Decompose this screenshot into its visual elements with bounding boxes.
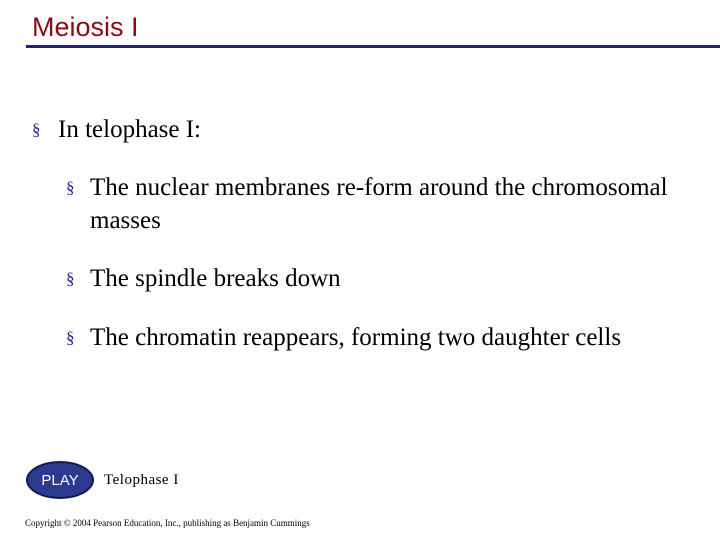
bullet-item (32, 113, 692, 146)
slide-title: Meiosis I (32, 12, 139, 42)
bullet-marker-icon: § (32, 120, 41, 139)
sub-bullet-item (66, 321, 696, 354)
sub-bullet-item (66, 171, 696, 237)
sub-bullet-text: The chromatin reappears, forming two daughter cells (90, 324, 622, 351)
bullet-text: In telophase I: (58, 116, 202, 143)
copyright-notice: Copyright © 2004 Pearson Education, Inc., publishing as Benjamin Cummings (25, 518, 310, 528)
sub-bullet-text: The spindle breaks down (90, 265, 341, 292)
bullet-marker-icon: § (66, 269, 75, 288)
title-divider (26, 45, 720, 48)
play-button[interactable]: PLAY (26, 461, 94, 499)
sub-bullet-item (66, 262, 696, 295)
bullet-marker-icon: § (66, 328, 75, 347)
sub-bullet-text: The nuclear membranes re-form around the chromosomal masses (90, 174, 668, 234)
animation-caption: Telophase I (104, 472, 179, 488)
bullet-marker-icon: § (66, 178, 75, 197)
